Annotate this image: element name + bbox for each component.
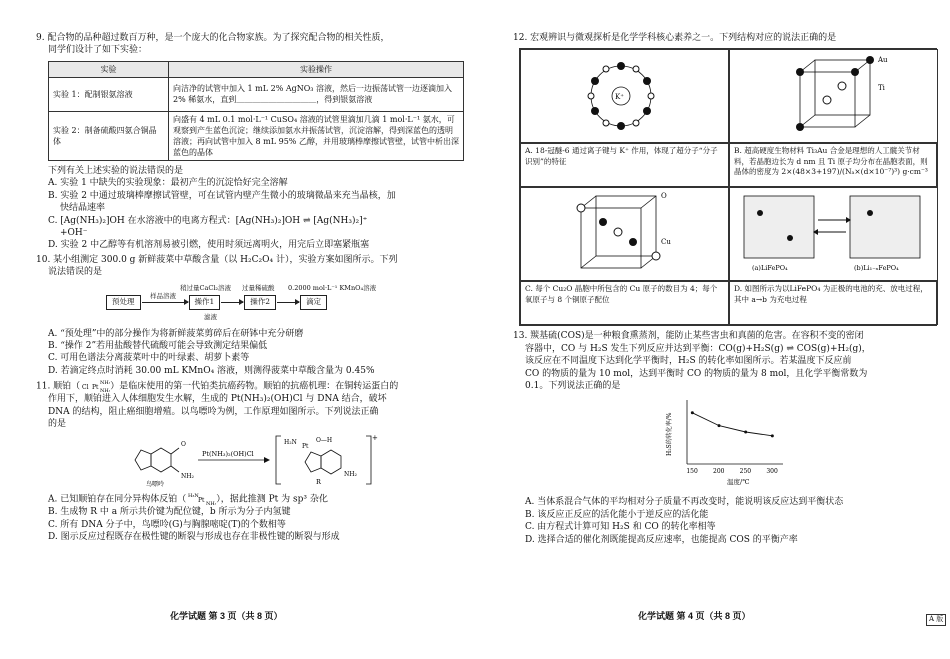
svg-text:NH₃: NH₃: [206, 501, 217, 507]
svg-text:NH₂: NH₂: [344, 471, 357, 479]
q10-option-a: A. “预处理”中的部分操作为将新鲜菠菜剪碎后在研钵中充分研磨: [48, 328, 304, 339]
q13-option-b: B. 该反应正反应的活化能小于逆反应的活化能: [525, 509, 709, 520]
row2-op: 向盛有 4 mL 0.1 mol·L⁻¹ CuSO₄ 溶液的试管里滴加几滴 1 mol·L⁻¹ 氨水，可观察到产生蓝色沉淀；继续添加氨水并振荡试管，沉淀溶解，得到深蓝色的透明溶液；再向试管中加入 8 mL 95% 乙醇，并用玻璃棒摩擦试管壁，试管中析出深蓝色的晶体: [169, 111, 464, 160]
q13-stem3: 该反应在不同温度下达到化学平衡时，H₂S 的转化率如图所示。若某温度下反应前: [525, 356, 852, 367]
q10-stem: 10. 某小组测定 300.0 g 新鲜菠菜中草酸含量（以 H₂C₂O₄ 计），实验方案如图所示。下列: [36, 254, 398, 265]
q11-option-a: [36, 492, 466, 506]
flow-arrow-1: [142, 302, 188, 303]
question-9: [36, 32, 466, 252]
svg-text:+: +: [372, 434, 378, 443]
q9-option-b: B. 实验 2 中通过玻璃棒摩擦试管壁，可在试管内壁产生微小的玻璃微晶来充当晶核，加: [48, 190, 396, 201]
row1-op: 向洁净的试管中加入 1 mL 2% AgNO₃ 溶液，然后一边振荡试管一边逐滴加入 2% 稀氨水，直到＿＿＿＿＿＿＿＿＿＿，得到银氨溶液: [169, 77, 464, 111]
x-tick-label: 300: [766, 468, 778, 476]
q9-stem: 9. 配合物的品种超过数百万种，是一个庞大的化合物家族。为了探究配合物的相关性质，: [36, 33, 390, 43]
x-tick-label: 250: [739, 468, 752, 476]
flow-box-op2: 操作2: [244, 295, 276, 309]
q11-stem2: 作用下，顺铂进入人体细胞发生水解，生成的 Pt(NH₃)₂(OH)Cl 与 DNA 结合，破坏: [48, 394, 387, 405]
q9-stem2: 同学们设计了如下实验：: [48, 45, 148, 56]
potassium-ion-label: K⁺: [615, 93, 624, 102]
reagent-label: Pt(NH₃)₂(OH)Cl: [202, 450, 254, 459]
flow-bottom-filtrate: 滤液: [204, 312, 217, 321]
q11-stem-b: ）是临床使用的第一代铂类抗癌药物。顺铂的抗癌机理：在铜转运蛋白的: [110, 381, 399, 392]
guanine-reaction-svg: [36, 432, 466, 490]
question-11: [36, 379, 466, 543]
flow-arrow-3: [277, 302, 299, 303]
svg-text:NH₃: NH₃: [100, 380, 111, 387]
y-axis-label: H₂S的转化率/%: [666, 412, 673, 457]
svg-text:O—H: O—H: [316, 437, 333, 445]
crown-ether-figure: [520, 49, 729, 143]
transplatin-structure-icon: [186, 492, 216, 506]
q13-stem2: 容器中，CO 与 H₂S 发生下列反应并达到平衡：CO(g)+H₂S(g) ⇌ COS(g)+H₂(g)，: [525, 343, 871, 354]
q12-option-c: C. 每个 Cu₂O 晶胞中所包含的 Cu 原子的数目为 4；每个氧原子与 8 个铜原子配位: [520, 281, 729, 325]
product-structure: [305, 450, 341, 474]
flow-box-titrate: 滴定: [300, 295, 327, 309]
flow-arrow-2: [221, 302, 243, 303]
q13-option-a: A. 当体系混合气体的平均相对分子质量不再改变时，能说明该反应达到平衡状态: [525, 497, 844, 508]
flow-box-pretreat: 预处理: [106, 295, 141, 309]
left-page: [36, 30, 466, 544]
svg-text:O: O: [181, 441, 186, 449]
question-10: [36, 254, 466, 377]
q12-option-d: D. 如图所示为以LiFePO₄ 为正极的电池的充、放电过程，其中 a→b 为充电过程: [729, 281, 938, 325]
flow-box-op1: 操作1: [189, 295, 221, 309]
q13-stem: 13. 羰基硫(COS)是一种粮食熏蒸剂，能防止某些害虫和真菌的危害。在容积不变的密闭: [513, 331, 864, 342]
q12-option-b: B. 超高硬度生物材料 Ti₃Au 合金是理想的人工髋关节材料，若晶胞边长为 d nm 且 Ti 原子均分布在晶胞表面，则晶体的密度为 2×(48×3+197)/(Nₐ×(d×10⁻⁷)³) g·cm⁻³: [729, 143, 938, 187]
row2-name: 实验 2：制备硫酸四氨合铜晶体: [49, 111, 169, 160]
table-head-exp: 实验: [49, 61, 169, 77]
q11-option-c: C. 所有 DNA 分子中，鸟嘌呤(G)与胸腺嘧啶(T)的个数相等: [48, 519, 286, 530]
cu2o-cell-figure: [520, 187, 729, 281]
cu-label: Cu: [661, 238, 671, 247]
q9-option-b2: 快结晶速率: [60, 203, 106, 214]
q13-option-d: D. 选择合适的催化剂既能提高反应速率，也能提高 COS 的平衡产率: [525, 534, 798, 545]
q9-option-a: A. 实验 1 中缺失的实验现象：最初产生的沉淀恰好完全溶解: [48, 178, 288, 189]
guanine-label: 鸟嘌呤: [146, 481, 165, 489]
guanine-structure: [135, 448, 179, 472]
data-point: [744, 431, 747, 434]
question-12: [513, 32, 943, 326]
data-point: [718, 425, 721, 428]
lifepo4-b-label: (b)Li₁₋ₓFePO₄: [854, 264, 899, 273]
data-point: [691, 412, 694, 415]
x-axis-label: 温度/℃: [727, 478, 750, 487]
x-tick-label: 200: [713, 468, 725, 476]
right-footer: 化学试题 第 4 页（共 8 页）: [638, 611, 751, 621]
svg-text:Pt: Pt: [198, 497, 205, 505]
svg-text:H₂N: H₂N: [284, 439, 297, 447]
ti3au-cell-figure: [729, 49, 938, 143]
o-label: O: [661, 192, 667, 201]
product-R-label: R: [316, 478, 321, 487]
question-13: [513, 330, 943, 546]
q11-option-b: B. 生成物 R 中 a 所示共价键为配位键，b 所示为分子内氢键: [48, 507, 291, 518]
q11-option-d: D. 图示反应过程既存在极性键的断裂与形成也存在非极性键的断裂与形成: [48, 532, 340, 543]
data-point: [771, 435, 774, 438]
x-tick-label: 150: [686, 468, 698, 476]
left-footer: 化学试题 第 3 页（共 8 页）: [170, 611, 283, 621]
conversion-chart: [663, 394, 778, 494]
q11-option-a-text: A. 已知顺铂存在同分异构体反铂（: [48, 494, 187, 505]
lifepo4-a-label: (a)LiFePO₄: [752, 264, 788, 273]
right-page: [513, 30, 943, 546]
conversion-chart-svg: [663, 394, 793, 490]
q10-option-b: B. “操作 2”若用盐酸替代硫酸可能会导致测定结果偏低: [48, 341, 268, 352]
q9-option-c2: +OH⁻: [60, 228, 88, 238]
row1-name: 实验 1：配制银氨溶液: [49, 77, 169, 111]
lifepo4-figure: [729, 187, 938, 281]
svg-text:H₃N: H₃N: [188, 493, 199, 500]
svg-text:NH₃: NH₃: [100, 388, 111, 394]
flow-top-h2so4: 过量稀硫酸: [242, 283, 275, 292]
q13-option-c: C. 由方程式计算可知 H₂S 和 CO 的转化率相等: [525, 522, 716, 533]
ti-label: Ti: [878, 84, 885, 93]
q12-structure-grid: [519, 48, 937, 326]
q10-stem2: 说法错误的是: [48, 267, 103, 278]
q13-stem5: 0.1。下列说法正确的是: [525, 381, 621, 392]
q9-option-d: D. 实验 2 中乙醇等有机溶剂易被引燃，使用时须远离明火，用完后立即塞紧瓶塞: [48, 240, 370, 251]
q10-option-c: C. 可用色谱法分离菠菜叶中的叶绿素、胡萝卜素等: [48, 353, 250, 364]
flow-top-cacl2: 稍过量CaCl₂溶液: [180, 283, 232, 292]
q9-table: [48, 61, 464, 161]
svg-text:Pt: Pt: [92, 384, 99, 392]
q9-option-c: C. [Ag(NH₃)₂]OH 在水溶液中的电离方程式：[Ag(NH₃)₂]OH ⇌ [Ag(NH₃)₂]⁺: [48, 215, 368, 226]
q11-stem4: 的是: [48, 419, 67, 430]
version-badge: A 版: [926, 614, 946, 626]
svg-text:NH₂: NH₂: [181, 473, 194, 481]
au-label: Au: [878, 56, 888, 65]
svg-text:Pt: Pt: [302, 443, 309, 451]
flow-label-sample: 样品溶液: [150, 291, 176, 300]
svg-text:Cl: Cl: [82, 384, 89, 392]
series-line: [692, 413, 772, 436]
q11-option-a-text-b: ），据此推测 Pt 为 sp³ 杂化: [216, 494, 328, 505]
cisplatin-structure-icon: [80, 379, 110, 393]
table-head-op: 实验操作: [169, 61, 464, 77]
q12-stem: 12. 宏观辨识与微观探析是化学学科核心素养之一。下列结构对应的说法正确的是: [513, 33, 837, 43]
q9-ask: 下列有关上述实验的说法错误的是: [48, 165, 184, 176]
q10-option-d: D. 若滴定终点时消耗 30.00 mL KMnO₄ 溶液，则测得菠菜中草酸含量为 0.45%: [48, 365, 375, 376]
q10-flowchart: [106, 284, 466, 322]
flow-top-kmno4: 0.2000 mol·L⁻¹ KMnO₄溶液: [288, 283, 377, 292]
q12-option-a: A. 18-冠醚-6 通过离子键与 K⁺ 作用，体现了超分子“分子识别”的特征: [520, 143, 729, 187]
q11-stem-a: 11. 顺铂（: [36, 381, 81, 392]
q11-stem: [36, 379, 466, 393]
q11-reaction-diagram: [36, 432, 466, 490]
q13-stem4: CO 的物质的量为 10 mol，达到平衡时 CO 的物质的量为 8 mol，且化学平衡常数为: [525, 368, 868, 379]
q11-stem3: DNA 的结构，阻止癌细胞增殖。以鸟嘌呤为例，工作原理如图所示。下列说法正确: [48, 406, 379, 417]
